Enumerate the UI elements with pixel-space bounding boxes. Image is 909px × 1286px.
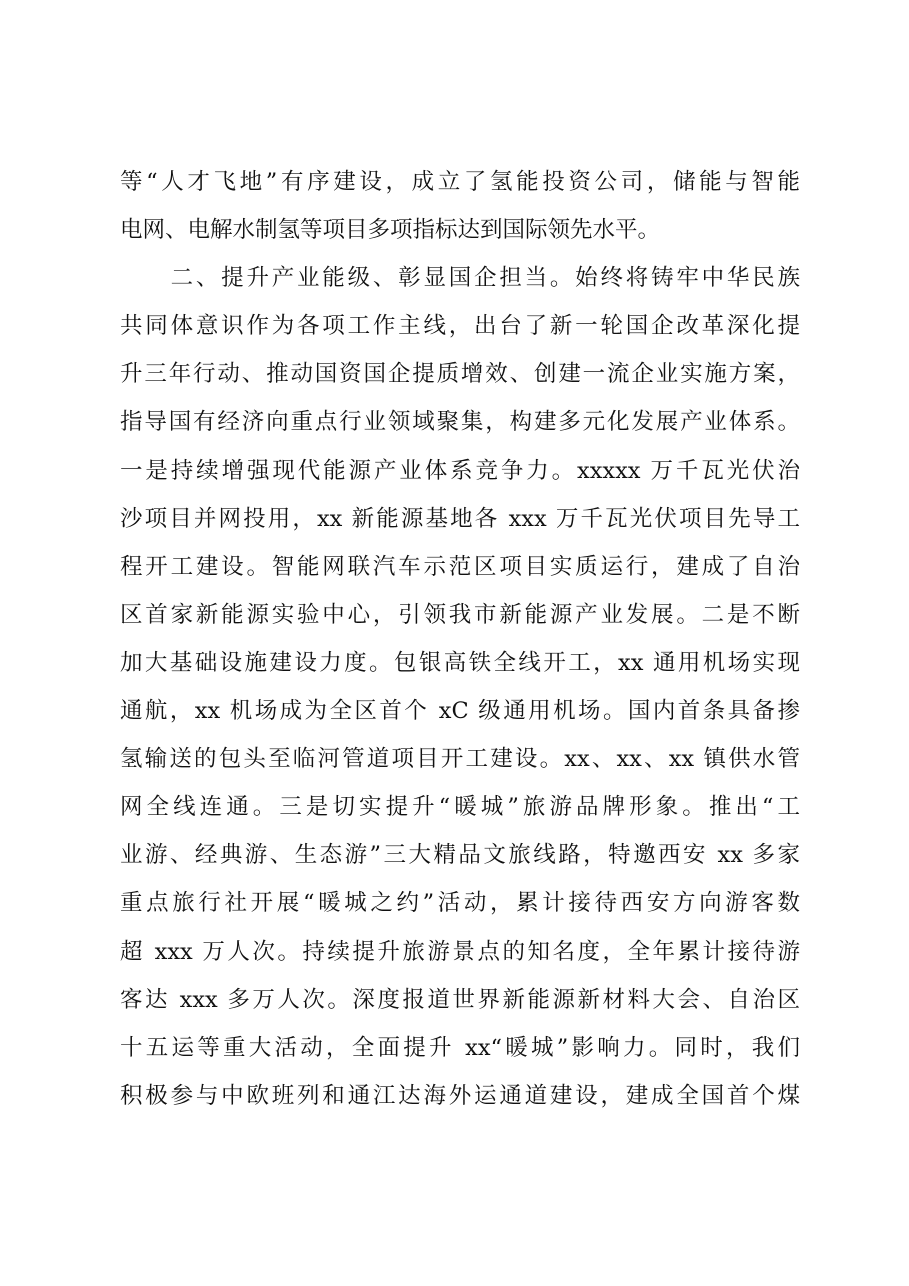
- text-line: 等“人才飞地”有序建设，成立了氢能投资公司，储能与智能: [120, 169, 800, 195]
- text-line: 一是持续增强现代能源产业体系竞争力。xxxxx 万千瓦光伏治: [120, 457, 800, 484]
- text-line: 氢输送的包头至临河管道项目开工建设。xx、xx、xx 镇供水管: [120, 746, 800, 773]
- text-line: 加大基础设施建设力度。包银高铁全线开工，xx 通用机场实现: [120, 649, 800, 676]
- text-line: 区首家新能源实验中心，引领我市新能源产业发展。二是不断: [120, 601, 800, 628]
- text-line: 电网、电解水制氢等项目多项指标达到国际领先水平。: [120, 217, 661, 244]
- text-line: 客达 xxx 多万人次。深度报道世界新能源新材料大会、自治区: [120, 986, 800, 1013]
- text-line: 网全线连通。三是切实提升“暖城”旅游品牌形象。推出“工: [120, 794, 800, 821]
- text-line: 共同体意识作为各项工作主线，出台了新一轮国企改革深化提: [120, 313, 800, 340]
- text-line: 二、提升产业能级、彰显国企担当。始终将铸牢中华民族: [120, 265, 800, 292]
- body-text: [120, 158, 800, 1120]
- text-line: 业游、经典游、生态游”三大精品文旅线路，特邀西安 xx 多家: [120, 842, 800, 869]
- text-line: 沙项目并网投用，xx 新能源基地各 xxx 万千瓦光伏项目先导工: [120, 505, 800, 532]
- text-line: 升三年行动、推动国资国企提质增效、创建一流企业实施方案，: [120, 361, 800, 388]
- text-line: 指导国有经济向重点行业领域聚集，构建多元化发展产业体系。: [120, 409, 800, 436]
- text-line: 通航，xx 机场成为全区首个 xC 级通用机场。国内首条具备掺: [120, 698, 800, 725]
- text-line: 超 xxx 万人次。持续提升旅游景点的知名度，全年累计接待游: [120, 938, 800, 965]
- text-line: 十五运等重大活动，全面提升 xx“暖城”影响力。同时，我们: [120, 1034, 800, 1061]
- text-line: 程开工建设。智能网联汽车示范区项目实质运行，建成了自治: [120, 553, 800, 580]
- text-line: 重点旅行社开展“暖城之约”活动，累计接待西安方向游客数: [120, 890, 800, 917]
- text-line: 积极参与中欧班列和通江达海外运通道建设，建成全国首个煤: [120, 1082, 800, 1109]
